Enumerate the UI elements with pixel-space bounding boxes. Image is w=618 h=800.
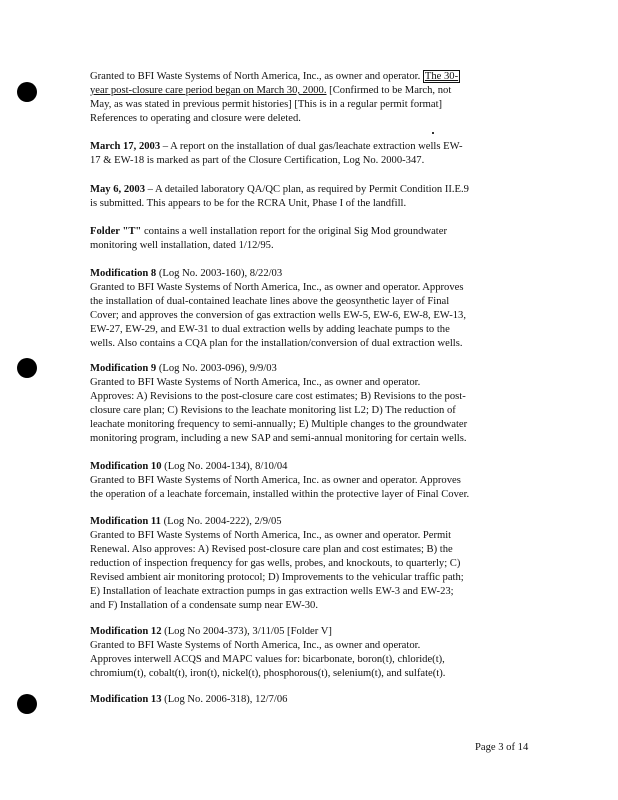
modification-heading: Modification 8 (Log No. 2003-160), 8/22/03 (90, 268, 283, 279)
text-line: monitoring well installation, dated 1/12/95. (90, 240, 274, 251)
entry-date: May 6, 2003 (90, 184, 146, 195)
modification-13 (90, 693, 545, 707)
modification-heading: Modification 11 (Log No. 2004-222), 2/9/05 (90, 516, 282, 527)
text-line: closure care plan; C) Revisions to the leachate monitoring list L2; D) The reduction of (90, 405, 456, 416)
text-line: Granted to BFI Waste Systems of North America, Inc., as owner and operator. Permit (90, 530, 452, 541)
entry-label: Folder "T" (90, 226, 142, 237)
modification-heading: Modification 12 (Log No 2004-373), 3/11/05 [Folder V] (90, 626, 332, 637)
modification-9 (90, 362, 545, 446)
text-line: Folder "T" contains a well installation report for the original Sig Mod groundwater (90, 226, 447, 237)
text-line: References to operating and closure were deleted. (90, 113, 301, 124)
modification-heading: Modification 10 (Log No. 2004-134), 8/10/04 (90, 461, 288, 472)
entry-date: March 17, 2003 (90, 141, 161, 152)
modification-title: Modification 10 (90, 461, 162, 472)
text-line: monitoring program, including a new SAP and semi-annual monitoring for certain wells. (90, 433, 467, 444)
entry-march-2003 (90, 140, 545, 168)
modification-title: Modification 13 (90, 694, 162, 705)
continuation-paragraph (90, 70, 545, 126)
text-line: Renewal. Also approves: A) Revised post-closure care plan and cost estimates; B) the (90, 544, 453, 555)
text-line: E) Installation of leachate extraction pumps in gas extraction wells EW-3 and EW-23; (90, 586, 454, 597)
modification-heading: Modification 9 (Log No. 2003-096), 9/9/03 (90, 363, 277, 374)
text-line: Granted to BFI Waste Systems of North America, Inc., as owner and operator. (90, 640, 421, 651)
text-line: Granted to BFI Waste Systems of North America, Inc., as owner and operator. (90, 377, 421, 388)
text-line: Granted to BFI Waste Systems of North America, Inc., as owner and operator. The 30- (90, 71, 459, 82)
punch-hole (17, 694, 37, 714)
text-line: Approves: A) Revisions to the post-closure care cost estimates; B) Revisions to the post- (90, 391, 466, 402)
modification-8 (90, 267, 545, 351)
text-line: wells. Also contains a CQA plan for the installation/conversion of dual extraction wells. (90, 338, 463, 349)
scan-speck (432, 132, 434, 134)
text-line: May 6, 2003 – A detailed laboratory QA/QC plan, as required by Permit Condition II.E.9 (90, 184, 469, 195)
text-line: Cover; and approves the conversion of gas extraction wells EW-5, EW-6, EW-8, EW-13, (90, 310, 466, 321)
modification-12 (90, 625, 545, 681)
modification-title: Modification 9 (90, 363, 157, 374)
text-line: leachate monitoring frequency to semi-annually; E) Multiple changes to the groundwater (90, 419, 468, 430)
text-line: reduction of inspection frequency for gas wells, probes, and knockouts, to quarterly; C) (90, 558, 461, 569)
text-line: Granted to BFI Waste Systems of North America, Inc., as owner and operator. Approves (90, 282, 464, 293)
entry-may-2003 (90, 183, 545, 211)
modification-title: Modification 8 (90, 268, 157, 279)
text-line: EW-27, EW-29, and EW-31 to dual extraction wells by adding leachate pumps to the (90, 324, 450, 335)
page-number: Page 3 of 14 (475, 742, 529, 753)
underlined-note: year post-closure care period began on March 30, 2000. (90, 85, 327, 96)
text-line: and F) Installation of a condensate sump near EW-30. (90, 600, 318, 611)
text-line: May, as was stated in previous permit histories] [This is in a regular permit format] (90, 99, 443, 110)
text-line: Granted to BFI Waste Systems of North America, Inc. as owner and operator. Approves (90, 475, 461, 486)
punch-hole (17, 358, 37, 378)
text-line: Revised ambient air monitoring protocol; D) Improvements to the vehicular traffic path; (90, 572, 464, 583)
text-line: 17 & EW-18 is marked as part of the Closure Certification, Log No. 2000-347. (90, 155, 425, 166)
text-line: chromium(t), cobalt(t), iron(t), nickel(t), phosphorous(t), selenium(t), and sulfate(t). (90, 668, 446, 679)
modification-heading: Modification 13 (Log No. 2006-318), 12/7/06 (90, 694, 288, 705)
modification-title: Modification 12 (90, 626, 162, 637)
modification-title: Modification 11 (90, 516, 161, 527)
text-line: year post-closure care period began on March 30, 2000. [Confirmed to be March, not (90, 85, 452, 96)
punch-hole (17, 82, 37, 102)
text-line: Approves interwell ACQS and MAPC values for: bicarbonate, boron(t), chloride(t), (90, 654, 445, 665)
boxed-note: The 30- (424, 71, 459, 82)
text-line: the installation of dual-contained leachate lines above the geosynthetic layer of Final (90, 296, 450, 307)
modification-11 (90, 515, 545, 613)
modification-10 (90, 460, 545, 502)
text-line: March 17, 2003 – A report on the installation of dual gas/leachate extraction wells EW- (90, 141, 463, 152)
text-line: is submitted. This appears to be for the RCRA Unit, Phase I of the landfill. (90, 198, 407, 209)
entry-folder-t (90, 225, 545, 253)
text-line: the operation of a leachate forcemain, installed within the protective layer of Final Cover. (90, 489, 470, 500)
